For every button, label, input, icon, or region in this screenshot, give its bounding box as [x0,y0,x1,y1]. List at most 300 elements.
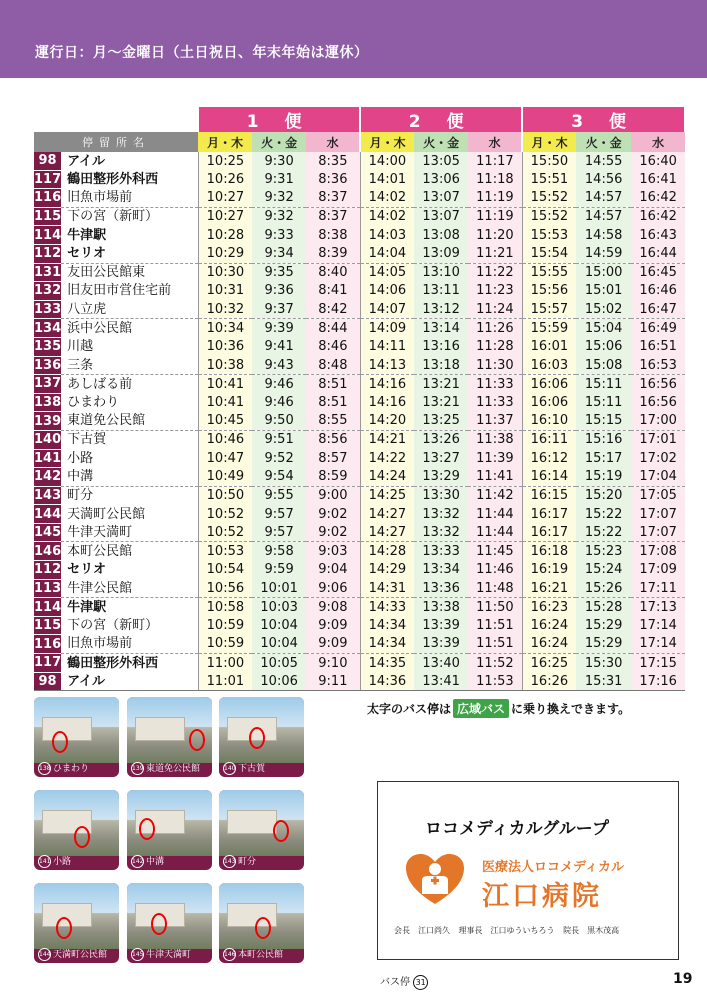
departure-time: 16:10 [522,412,576,431]
departure-time: 13:07 [414,189,468,208]
timetable-row [34,579,685,598]
departure-time: 11:33 [468,393,522,412]
departure-time: 13:32 [414,505,468,524]
departure-time: 15:59 [522,319,576,338]
stop-name: 牛津天満町 [61,523,198,542]
departure-time: 11:50 [468,598,522,617]
timetable-row [34,523,685,542]
timetable-body [34,152,685,691]
departure-time: 9:08 [306,598,360,617]
departure-time: 11:41 [468,468,522,487]
departure-time: 16:24 [522,616,576,635]
departure-time: 14:11 [360,337,414,356]
day-header-tue-fri: 火・金 [252,132,306,152]
departure-time: 10:01 [252,579,306,598]
departure-time: 9:57 [252,523,306,542]
day-header-mon-thu: 月・木 [522,132,576,152]
page-title: 運行日：月～金曜日（土日祝日、年末年始は運休） [35,45,369,61]
timetable-row [34,468,685,487]
bus-stop-caption-number: 143 [223,855,236,868]
stop-name: 旧友田市営住宅前 [61,282,198,301]
departure-time: 15:52 [522,207,576,226]
timetable-row [34,263,685,282]
departure-time: 10:28 [198,226,252,245]
bus-stop-photo-image [127,697,212,763]
departure-time: 9:43 [252,356,306,375]
departure-time: 8:59 [306,468,360,487]
departure-time: 9:57 [252,505,306,524]
timetable-row [34,449,685,468]
note-text: 太字のバス停は [367,702,452,716]
departure-time: 14:05 [360,263,414,282]
departure-time: 10:34 [198,319,252,338]
departure-time: 13:08 [414,226,468,245]
departure-time: 9:04 [306,561,360,580]
departure-time: 13:21 [414,393,468,412]
departure-time: 14:28 [360,542,414,561]
timetable-row [34,505,685,524]
bus-stop-marker-icon [139,818,155,840]
departure-time: 10:41 [198,375,252,394]
departure-time: 15:06 [576,337,631,356]
departure-time: 9:46 [252,375,306,394]
departure-time: 9:55 [252,486,306,505]
departure-time: 11:24 [468,300,522,319]
departure-time: 15:52 [522,189,576,208]
departure-time: 10:36 [198,337,252,356]
departure-time: 9:34 [252,244,306,263]
departure-time: 8:40 [306,263,360,282]
departure-time: 11:00 [198,654,252,673]
stop-name: ひまわり [61,393,198,412]
timetable-row [34,226,685,245]
departure-time: 15:24 [576,561,631,580]
departure-time: 8:38 [306,226,360,245]
departure-time: 9:51 [252,430,306,449]
departure-time: 9:02 [306,523,360,542]
stop-number: 116 [34,190,62,206]
departure-time: 11:48 [468,579,522,598]
stop-number: 115 [34,618,62,634]
stop-name: 牛津駅 [61,598,198,617]
bus-stop-caption [219,762,304,777]
departure-time: 15:11 [576,375,631,394]
departure-time: 13:41 [414,672,468,691]
departure-time: 15:16 [576,430,631,449]
departure-time: 16:25 [522,654,576,673]
day-header-tue-fri: 火・金 [576,132,631,152]
departure-time: 16:06 [522,375,576,394]
departure-time: 13:07 [414,207,468,226]
departure-time: 8:51 [306,375,360,394]
departure-time: 13:21 [414,375,468,394]
bus-stop-caption [127,948,212,963]
bus-stop-photo [127,790,212,870]
departure-time: 16:26 [522,672,576,691]
departure-time: 14:24 [360,468,414,487]
departure-time: 17:00 [631,412,685,431]
departure-time: 9:00 [306,486,360,505]
departure-time: 15:29 [576,616,631,635]
departure-time: 13:39 [414,616,468,635]
departure-time: 8:55 [306,412,360,431]
departure-time: 10:53 [198,542,252,561]
departure-time: 17:07 [631,523,685,542]
bus-stop-photo-image [219,883,304,949]
departure-time: 13:38 [414,598,468,617]
departure-time: 16:42 [631,189,685,208]
departure-time: 10:47 [198,449,252,468]
bus-stop-caption [127,855,212,870]
timetable-row [34,542,685,561]
departure-time: 9:09 [306,635,360,654]
bus-stop-photo-image [127,790,212,856]
stop-name: 八立虎 [61,300,198,319]
bus-stop-caption [34,948,119,963]
departure-time: 16:40 [631,152,685,170]
departure-time: 9:09 [306,616,360,635]
departure-time: 10:06 [252,672,306,691]
departure-time: 14:06 [360,282,414,301]
departure-time: 14:58 [576,226,631,245]
footer-label-text: バス停 [380,977,410,988]
stop-name: 友田公民館東 [61,263,198,282]
departure-time: 15:19 [576,468,631,487]
departure-time: 8:56 [306,430,360,449]
stop-number: 137 [34,376,62,392]
departure-time: 14:02 [360,207,414,226]
day-header-tue-fri: 火・金 [414,132,468,152]
departure-time: 8:35 [306,152,360,170]
departure-time: 15:57 [522,300,576,319]
departure-time: 14:16 [360,375,414,394]
bus-stop-photo-image [34,790,119,856]
stop-number: 135 [34,339,62,355]
departure-time: 14:31 [360,579,414,598]
departure-time: 15:02 [576,300,631,319]
departure-time: 11:42 [468,486,522,505]
departure-time: 14:09 [360,319,414,338]
departure-time: 14:13 [360,356,414,375]
departure-time: 14:34 [360,635,414,654]
departure-time: 9:33 [252,226,306,245]
bus-stop-caption [34,762,119,777]
kouiki-bus-badge: 広域バス [453,699,509,718]
departure-time: 9:02 [306,505,360,524]
departure-time: 17:13 [631,598,685,617]
stop-name: 小路 [61,449,198,468]
departure-time: 16:43 [631,226,685,245]
departure-time: 16:41 [631,170,685,189]
departure-time: 13:32 [414,523,468,542]
departure-time: 9:54 [252,468,306,487]
departure-time: 11:33 [468,375,522,394]
departure-time: 11:26 [468,319,522,338]
departure-time: 9:39 [252,319,306,338]
departure-time: 13:25 [414,412,468,431]
hospital-logo-icon [404,852,466,906]
departure-time: 14:59 [576,244,631,263]
departure-time: 10:50 [198,486,252,505]
stop-number: 114 [34,227,62,243]
departure-time: 11:18 [468,170,522,189]
departure-time: 9:50 [252,412,306,431]
timetable-row [34,616,685,635]
departure-time: 13:29 [414,468,468,487]
departure-time: 15:08 [576,356,631,375]
departure-time: 10:41 [198,393,252,412]
departure-time: 14:57 [576,189,631,208]
bus-stop-photo-image [219,790,304,856]
timetable-row [34,598,685,617]
departure-time: 17:01 [631,430,685,449]
ad-staff-chairman: 会長 江口尚久 [394,926,450,935]
bus-stop-photo [34,790,119,870]
departure-time: 16:45 [631,263,685,282]
stop-number: 131 [34,264,62,280]
departure-time: 13:18 [414,356,468,375]
bus-stop-caption-label: 町分 [238,857,257,867]
departure-time: 15:55 [522,263,576,282]
stop-name: 鶴田整形外科西 [61,170,198,189]
departure-time: 14:56 [576,170,631,189]
departure-time: 15:54 [522,244,576,263]
departure-time: 16:46 [631,282,685,301]
stop-number: 113 [34,580,62,596]
stop-number: 117 [34,655,62,671]
departure-time: 10:58 [198,598,252,617]
stop-name: 町分 [61,486,198,505]
departure-time: 16:01 [522,337,576,356]
departure-time: 15:22 [576,505,631,524]
day-header-mon-thu: 月・木 [360,132,414,152]
timetable-row [34,375,685,394]
departure-time: 10:03 [252,598,306,617]
departure-time: 16:47 [631,300,685,319]
departure-time: 15:26 [576,579,631,598]
bus-stop-photo-image [219,697,304,763]
bus-stop-caption-label: 東道免公民館 [146,764,201,774]
departure-time: 11:30 [468,356,522,375]
departure-time: 14:20 [360,412,414,431]
departure-time: 8:46 [306,337,360,356]
footer-label [380,973,428,990]
bus-stop-photo [219,697,304,777]
timetable-row [34,319,685,338]
timetable-row [34,561,685,580]
day-header-wed: 水 [468,132,522,152]
departure-time: 10:05 [252,654,306,673]
departure-time: 15:53 [522,226,576,245]
bus-stop-photo [219,790,304,870]
departure-time: 13:11 [414,282,468,301]
departure-time: 9:35 [252,263,306,282]
departure-time: 15:20 [576,486,631,505]
page-number: 19 [673,971,693,987]
departure-time: 14:25 [360,486,414,505]
departure-time: 11:39 [468,449,522,468]
departure-time: 14:03 [360,226,414,245]
departure-time: 16:23 [522,598,576,617]
departure-time: 8:37 [306,189,360,208]
departure-time: 13:27 [414,449,468,468]
ad-staff-head: 院長 黒木茂高 [563,926,620,935]
bus-stop-caption-number: 145 [131,948,144,961]
departure-time: 14:57 [576,207,631,226]
departure-time: 13:05 [414,152,468,170]
stop-number: 144 [34,506,62,522]
bus-stop-marker-icon [56,917,72,939]
stop-number: 112 [34,562,62,578]
departure-time: 10:54 [198,561,252,580]
departure-time: 9:32 [252,189,306,208]
bus-stop-photo-image [34,883,119,949]
bus-stop-caption-number: 146 [223,948,236,961]
departure-time: 16:06 [522,393,576,412]
departure-time: 8:42 [306,300,360,319]
timetable-row [34,672,685,691]
bus-stop-caption-label: 牛津天満町 [146,950,192,960]
departure-time: 16:15 [522,486,576,505]
stop-name: 牛津公民館 [61,579,198,598]
departure-time: 10:27 [198,207,252,226]
ad-hospital-name: 江口病院 [482,881,602,912]
stop-number: 134 [34,320,62,336]
departure-time: 17:04 [631,468,685,487]
departure-time: 16:49 [631,319,685,338]
stop-name: 浜中公民館 [61,319,198,338]
departure-time: 10:56 [198,579,252,598]
header-band [0,0,707,78]
day-header-wed: 水 [306,132,360,152]
departure-time: 8:48 [306,356,360,375]
bus-stop-caption [34,855,119,870]
departure-time: 11:21 [468,244,522,263]
stop-number: 112 [34,246,62,262]
departure-time: 9:52 [252,449,306,468]
timetable-row [34,189,685,208]
departure-time: 17:07 [631,505,685,524]
departure-time: 9:46 [252,393,306,412]
departure-time: 10:04 [252,616,306,635]
departure-time: 16:18 [522,542,576,561]
stop-number: 140 [34,432,62,448]
day-header-mon-thu: 月・木 [198,132,252,152]
bus-stop-caption-label: 小路 [53,857,72,867]
ad-corporation: 医療法人ロコメディカル [482,860,624,875]
departure-time: 17:14 [631,616,685,635]
departure-time: 14:00 [360,152,414,170]
departure-time: 14:27 [360,505,414,524]
stop-name: セリオ [61,561,198,580]
stop-name: 下の宮（新町） [61,207,198,226]
stop-number: 146 [34,543,62,559]
departure-time: 10:30 [198,263,252,282]
bus-stop-photo-image [34,697,119,763]
stop-name: 旧魚市場前 [61,635,198,654]
bus-stop-caption-label: 中溝 [146,857,165,867]
departure-time: 11:22 [468,263,522,282]
departure-time: 11:23 [468,282,522,301]
stop-name: 川越 [61,337,198,356]
departure-time: 16:12 [522,449,576,468]
bin-1-header: 1 便 [198,107,360,132]
departure-time: 9:31 [252,170,306,189]
departure-time: 13:06 [414,170,468,189]
departure-time: 16:14 [522,468,576,487]
departure-time: 8:51 [306,393,360,412]
departure-time: 11:44 [468,523,522,542]
footer-circle-number: 31 [413,975,428,990]
ad-staff-director: 理事長 江口ゆういちろう [458,926,555,935]
departure-time: 11:37 [468,412,522,431]
bus-stop-photo [34,883,119,963]
departure-time: 16:17 [522,505,576,524]
departure-time: 15:01 [576,282,631,301]
bus-stop-caption-number: 142 [131,855,144,868]
departure-time: 10:29 [198,244,252,263]
departure-time: 16:51 [631,337,685,356]
departure-time: 17:02 [631,449,685,468]
ad-group-name: ロコメディカルグループ [425,819,609,839]
stop-number: 132 [34,283,62,299]
departure-time: 13:09 [414,244,468,263]
timetable-row [34,152,685,170]
timetable-row [34,412,685,431]
departure-time: 14:29 [360,561,414,580]
timetable [34,107,686,691]
departure-time: 13:26 [414,430,468,449]
departure-time: 13:12 [414,300,468,319]
timetable-row [34,244,685,263]
timetable-row [34,654,685,673]
departure-time: 10:38 [198,356,252,375]
departure-time: 15:11 [576,393,631,412]
departure-time: 17:08 [631,542,685,561]
bus-stop-marker-icon [189,729,205,751]
departure-time: 11:45 [468,542,522,561]
departure-time: 9:32 [252,207,306,226]
departure-time: 11:51 [468,635,522,654]
departure-time: 14:21 [360,430,414,449]
departure-time: 10:04 [252,635,306,654]
departure-time: 11:44 [468,505,522,524]
timetable-row [34,300,685,319]
bus-stop-caption-label: 下古賀 [238,764,266,774]
departure-time: 8:36 [306,170,360,189]
departure-time: 9:37 [252,300,306,319]
departure-time: 13:36 [414,579,468,598]
departure-time: 13:40 [414,654,468,673]
stop-number: 98 [34,152,61,170]
departure-time: 16:21 [522,579,576,598]
timetable-row [34,282,685,301]
departure-time: 10:52 [198,505,252,524]
departure-time: 14:35 [360,654,414,673]
stop-name: 下古賀 [61,430,198,449]
departure-time: 15:31 [576,672,631,691]
stop-number: 141 [34,450,62,466]
departure-time: 9:06 [306,579,360,598]
bus-stop-marker-icon [52,731,68,753]
departure-time: 17:11 [631,579,685,598]
stop-name: アイル [61,672,198,691]
bus-stop-caption-number: 139 [131,762,144,775]
departure-time: 10:32 [198,300,252,319]
stop-name: 三条 [61,356,198,375]
departure-time: 9:36 [252,282,306,301]
bus-stop-photo [219,883,304,963]
